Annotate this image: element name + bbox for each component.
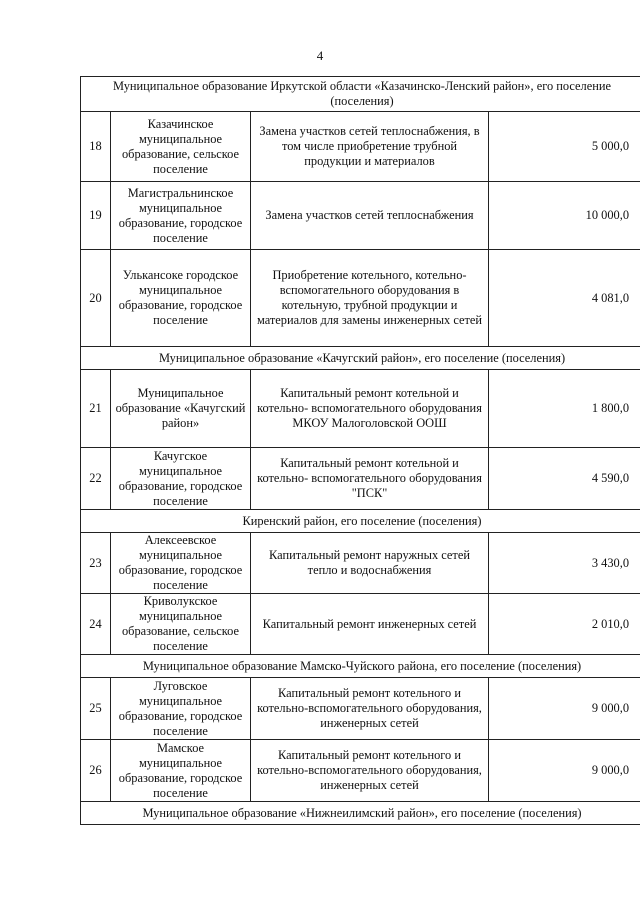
work-description: Замена участков сетей теплоснабжения [251, 182, 489, 250]
amount: 1 800,0 [489, 370, 640, 448]
row-number: 26 [81, 740, 111, 802]
row-number: 19 [81, 182, 111, 250]
work-description: Капитальный ремонт наружных сетей тепло и водоснабжения [251, 533, 489, 594]
municipality-name: Муниципальное образование «Качугский район» [111, 370, 251, 448]
section-title: Муниципальное образование Иркутской области «Казачинско-Ленский район», его поселение (поселения) [81, 77, 640, 112]
row-number: 25 [81, 678, 111, 740]
allocation-table [80, 76, 640, 825]
section-header-row [81, 510, 640, 533]
amount: 2 010,0 [489, 594, 640, 655]
municipality-name: Магистральнинское муниципальное образование, городское поселение [111, 182, 251, 250]
table-row [81, 182, 640, 250]
municipality-name: Алексеевское муниципальное образование, городское поселение [111, 533, 251, 594]
table-row [81, 448, 640, 510]
section-header-row [81, 77, 640, 112]
municipality-name: Луговское муниципальное образование, городское поселение [111, 678, 251, 740]
table-row [81, 112, 640, 182]
table-row [81, 740, 640, 802]
work-description: Капитальный ремонт котельного и котельно-вспомогательного оборудования, инженерных сетей [251, 740, 489, 802]
work-description: Приобретение котельного, котельно-вспомогательного оборудования в котельную, трубной продукции и материалов для замены инженерных сетей [251, 250, 489, 347]
municipality-name: Мамское муниципальное образование, городское поселение [111, 740, 251, 802]
work-description: Замена участков сетей теплоснабжения, в том числе приобретение трубной продукции и материалов [251, 112, 489, 182]
section-title: Муниципальное образование «Качугский район», его поселение (поселения) [81, 347, 640, 370]
row-number: 20 [81, 250, 111, 347]
section-header-row [81, 802, 640, 825]
amount: 9 000,0 [489, 740, 640, 802]
municipality-name: Казачинское муниципальное образование, сельское поселение [111, 112, 251, 182]
table-row [81, 594, 640, 655]
section-header-row [81, 655, 640, 678]
amount: 9 000,0 [489, 678, 640, 740]
row-number: 22 [81, 448, 111, 510]
municipality-name: Криволукское муниципальное образование, сельское поселение [111, 594, 251, 655]
work-description: Капитальный ремонт котельной и котельно- вспомогательного оборудования МКОУ Малоголовской ООШ [251, 370, 489, 448]
section-title: Киренский район, его поселение (поселения) [81, 510, 640, 533]
amount: 10 000,0 [489, 182, 640, 250]
section-title: Муниципальное образование «Нижнеилимский район», его поселение (поселения) [81, 802, 640, 825]
row-number: 24 [81, 594, 111, 655]
work-description: Капитальный ремонт котельного и котельно-вспомогательного оборудования, инженерных сетей [251, 678, 489, 740]
row-number: 21 [81, 370, 111, 448]
row-number: 18 [81, 112, 111, 182]
section-title: Муниципальное образование Мамско-Чуйского района, его поселение (поселения) [81, 655, 640, 678]
amount: 4 081,0 [489, 250, 640, 347]
work-description: Капитальный ремонт котельной и котельно- вспомогательного оборудования "ПСК" [251, 448, 489, 510]
table-row [81, 533, 640, 594]
row-number: 23 [81, 533, 111, 594]
table-row [81, 370, 640, 448]
amount: 3 430,0 [489, 533, 640, 594]
table-row [81, 678, 640, 740]
municipality-name: Качугское муниципальное образование, городское поселение [111, 448, 251, 510]
section-header-row [81, 347, 640, 370]
page-number: 4 [316, 48, 324, 63]
table-row [81, 250, 640, 347]
work-description: Капитальный ремонт инженерных сетей [251, 594, 489, 655]
municipality-name: Улькансоке городское муниципальное образование, городское поселение [111, 250, 251, 347]
amount: 4 590,0 [489, 448, 640, 510]
amount: 5 000,0 [489, 112, 640, 182]
